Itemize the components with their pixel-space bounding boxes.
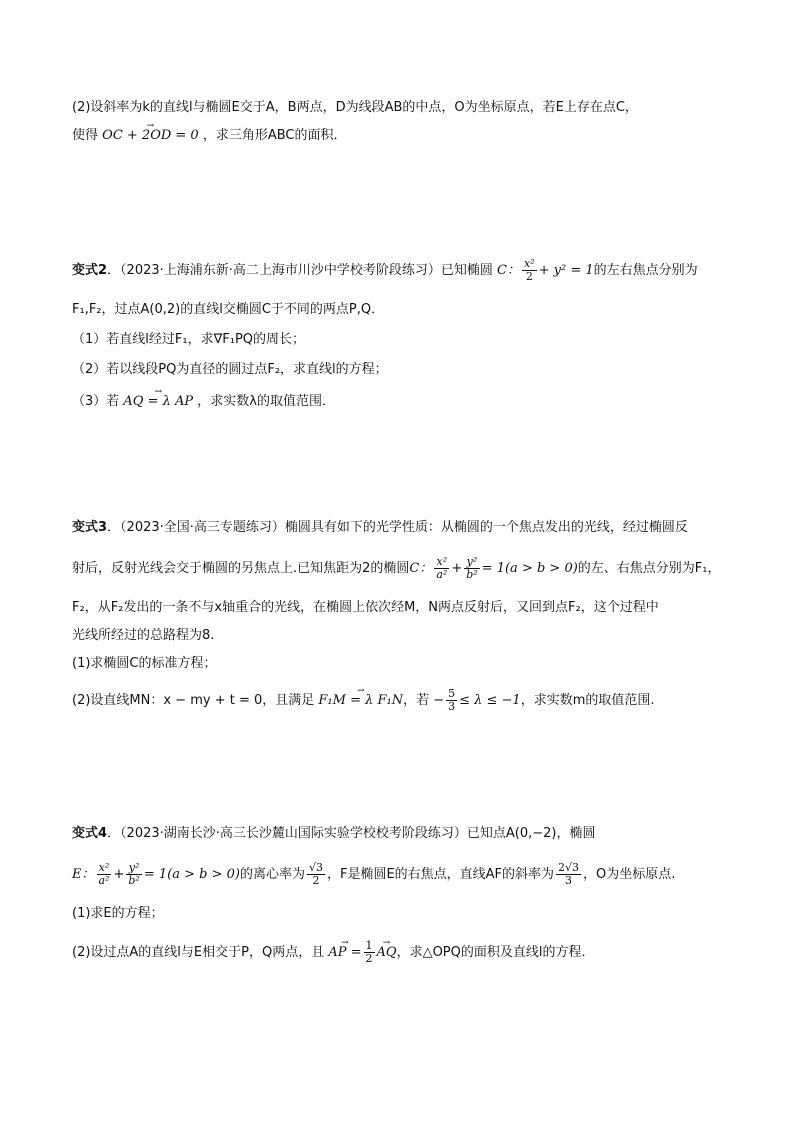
v2-eq-rest: + y² = 1 [538, 263, 594, 278]
v4-label: 变式4 [72, 826, 108, 841]
v4-post: ，O为坐标原点. [583, 867, 676, 882]
v4-q2-vector-aq: → AQ [377, 943, 397, 963]
v3-eq-fraction-x: $\frac{\text{x²}}{\text{a²}}$ [436, 555, 448, 581]
v4-source: ．（2023·湖南长沙·高三长沙麓山国际实验学校校考阶段练习）已知点A(0,−2)，椭圆 [107, 826, 596, 841]
v3-line1 [72, 518, 688, 538]
v3-label: 变式3 [72, 520, 108, 535]
v3-q1: (1)求椭圆C的标准方程； [72, 656, 217, 671]
v4-q2-fraction: $\frac{1}{2}$ [365, 939, 373, 965]
v3-line2-post: 的左、右焦点分别为F₁， [577, 561, 721, 576]
v4-eq-e: E： [72, 867, 95, 882]
v3-q2-inequality: ≤ λ ≤ −1 [459, 693, 521, 708]
v2-q3-vector: → AQ = λ AP [123, 392, 193, 412]
v4-q2 [72, 940, 595, 965]
v4-q2-pre: (2)设过点A的直线l与E相交于P，Q两点，且 [72, 945, 325, 960]
v3-q2-post: ，求实数m的取值范围. [520, 693, 655, 708]
v2-q3-pre: （3）若 [72, 394, 120, 409]
v4-slope-fraction: $\frac{2√3}{3}$ [558, 861, 580, 887]
v3-eq-rest: = 1(a > b > 0) [481, 561, 578, 576]
v4-eq-rest: = 1(a > b > 0) [143, 867, 240, 882]
v4-eq-fraction-x: $\frac{\text{x²}}{\text{a²}}$ [98, 861, 110, 887]
v4-ecc-fraction: $\frac{√3}{2}$ [308, 861, 323, 887]
v2-line2: F₁,F₂，过点A(0,2)的直线l交椭圆C于不同的两点P,Q． [72, 302, 385, 317]
v4-q2-vector-ap: → AP = [328, 943, 361, 963]
v3-eq-fraction-y: $\frac{\text{y²}}{\text{b²}}$ [466, 555, 478, 581]
v3-q2 [72, 688, 655, 713]
p1-line2-pre: 使得 [72, 128, 99, 143]
v2-source: ．（2023·上海浦东新·高二上海市川沙中学校考阶段练习）已知椭圆 [107, 263, 493, 278]
v3-line2: 射后，反射光线会交于椭圆的另焦点上.已知焦距为2的椭圆C： $\frac{\text{x²}}{\text{a²}}$ + $\frac{\text{y²}}{\text{b²}}$ = 1(a > b > 0)的左、右焦点分别为F₁， [72, 555, 721, 581]
v2-eq-c: C： [497, 263, 520, 278]
v3-line2-pre: 射后，反射光线会交于椭圆的另焦点上.已知焦距为2的椭圆 [72, 561, 410, 576]
v3-eq-c: C： [409, 561, 433, 576]
v2-eq-fraction: $\frac{\text{x²}}{2}$ [524, 257, 535, 283]
v4-eq-fraction-y: $\frac{\text{y²}}{\text{b²}}$ [128, 861, 140, 887]
p1-line2 [72, 126, 347, 146]
v3-q2-fraction: $\frac{5}{3}$ [448, 687, 456, 713]
v3-source: ．（2023·全国·高三专题练习）椭圆具有如下的光学性质：从椭圆的一个焦点发出的光线，经过椭圆反 [107, 520, 688, 535]
v4-line1 [72, 824, 596, 844]
v2-q2: （2）若以线段PQ为直径的圆过点F₂，求直线l的方程； [72, 362, 388, 377]
v4-q1: (1)求E的方程； [72, 906, 164, 921]
v4-ecc-text: 的离心率为 [239, 867, 305, 882]
v2-q1: （1）若直线l经过F₁，求∇F₁PQ的周长； [72, 332, 306, 347]
v2-label: 变式2 [72, 263, 108, 278]
v3-q2-pre: (2)设直线MN：x − my + t = 0，且满足 [72, 693, 315, 708]
v2-q3 [72, 392, 335, 412]
v2-post: 的左右焦点分别为 [593, 263, 698, 278]
v3-line3: F₂，从F₂发出的一条不与x轴重合的光线，在椭圆上依次经M，N两点反射后，又回到点F₂，这个过程中 [72, 600, 659, 615]
p1-vector-equation: → OC + 2OD = 0 [102, 126, 199, 146]
v2-line1 [72, 258, 698, 283]
v3-line4: 光线所经过的总路程为8. [72, 628, 215, 643]
p1-line1: (2)设斜率为k的直线l与椭圆E交于A，B两点，D为线段AB的中点，O为坐标原点，若E上存在点C， [72, 100, 638, 115]
v3-q2-vector: → F₁M = λ F₁N [318, 691, 403, 711]
v4-q2-post: ，求△OPQ的面积及直线l的方程． [396, 945, 595, 960]
v4-mid: ，F是椭圆E的右焦点，直线AF的斜率为 [326, 867, 555, 882]
v2-q3-post: ，求实数λ的取值范围． [197, 394, 335, 409]
v3-q2-mid: ，若 − [403, 693, 445, 708]
v4-line2: E： $\frac{\text{x²}}{\text{a²}}$ + $\frac{\text{y²}}{\text{b²}}$ = 1(a > b > 0)的离心率为 $\frac{√3}{2}$ ，F是椭圆E的右焦点，直线AF的斜率为 $\frac{2√3}{3}$ ，O为坐标原点. [72, 861, 676, 887]
p1-line2-post: ，求三角形ABC的面积． [202, 128, 347, 143]
